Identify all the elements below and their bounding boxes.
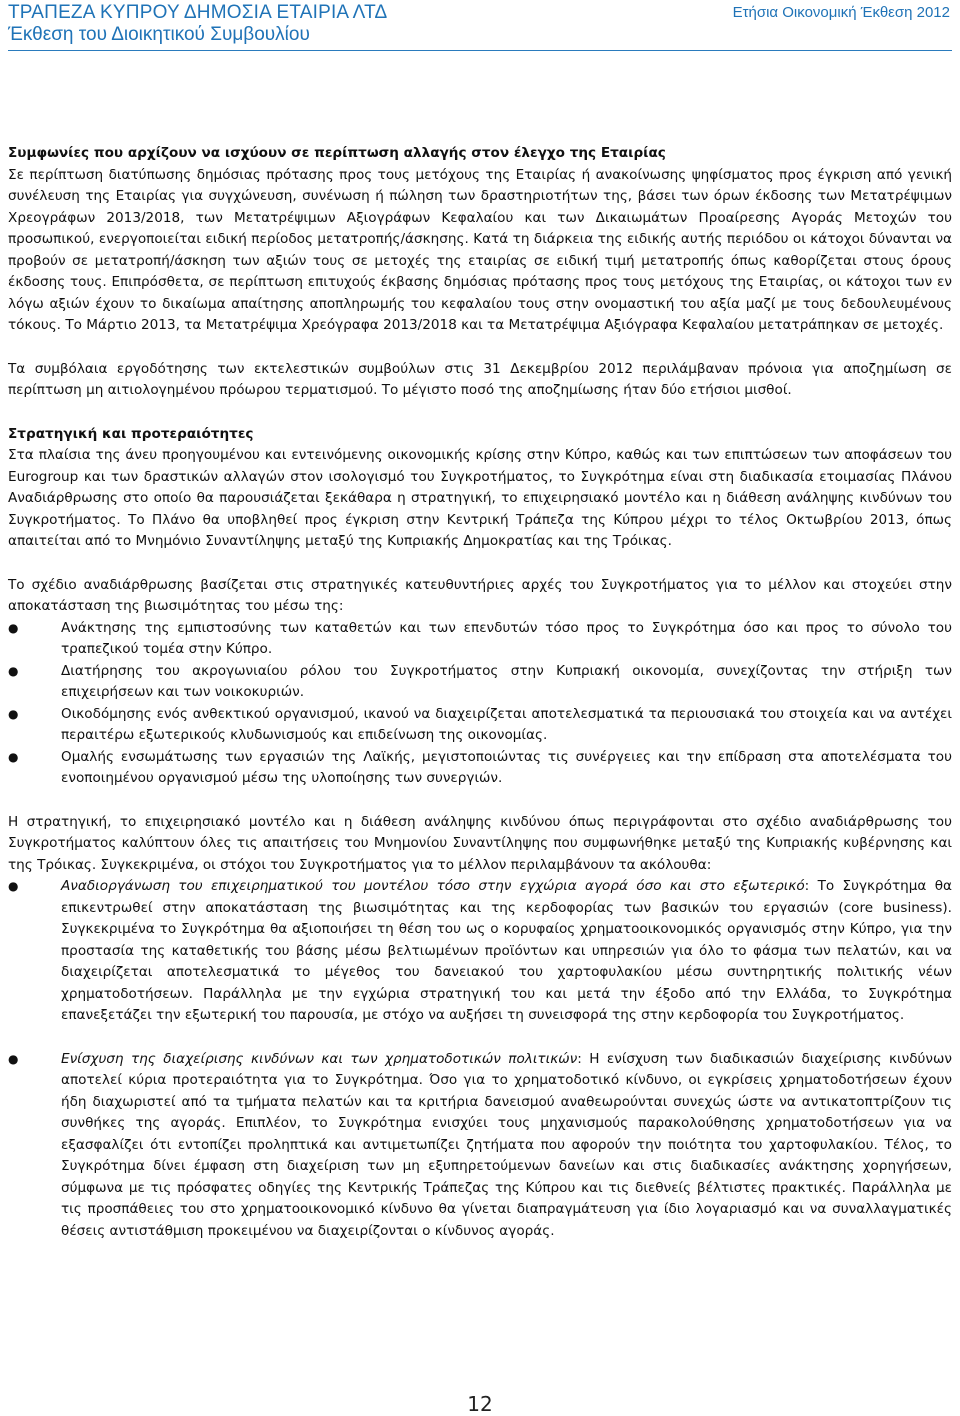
goals-bullet-list [8, 876, 952, 1027]
goal-text: : Η ενίσχυση των διαδικασιών διαχείρισης κινδύνων αποτελεί κύρια προτεραιότητα για το Συγκρότημα. Όσο για το χρηματοδοτικό κίνδυνο, οι εγκρίσεις χρηματοδοτήσεων έχουν ήδη διαχωριστεί από τα τμήματα πελατών και τα κριτήρια δανεισμού αναθεωρούνται συνεχώς ώστε να αντικατοπτρίζουν τις συνθήκες της αγοράς. Επιπλέον, το Συγκρότημα ενισχύει τους μηχανισμούς παρακολούθησης χρηματοδοτήσεων για να εξασφαλίζει ότι εντοπίζει προληπτικά και αντιμετωπίζει ζητήματα που αφορούν την ποιότητα του χαρτοφυλακίου. Τέλος, το Συγκρότημα δίνει έμφαση στη διαχείριση των μη εξυπηρετούμενων δανείων και στις διαδικασίες ανάκτησης χορηγήσεων, σύμφωνα με τις πρόσφατες οδηγίες της Κεντρικής Τράπεζας της Κύπρου και τις διεθνείς βέλτιστες πρακτικές. Παράλληλα με τις προσπάθειες του στο χρηματοοικονομικό κίνδυνο θα γίνεται διαπραγμάτευση για ίδιο λογαριασμό και να συναλλαγματικές θέσεις αντιστάθμιση προκειμένου να διαχειρίζονται ο κίνδυνος αγοράς. [61, 1050, 952, 1239]
bullet-icon: ● [8, 879, 19, 893]
goals-bullet-list-2 [8, 1049, 952, 1243]
paragraph-change-of-control: Σε περίπτωση διατύπωσης δημόσιας πρότασης προς τους μετόχους της Εταιρίας ή ανακοίνωσης ψηφίσματος προς έγκριση από γενική συνέλευση της Εταιρίας για συγχώνευση, συνένωση ή πώληση των δραστηριοτήτων της, βάσει των όρων έκδοσης των Μετατρέψιμων Χρεογράφων 2013/2018, των Μετατρέψιμων Αξιογράφων Κεφαλαίου και των Δικαιωμάτων Προαίρεσης Αγοράς Μετοχών του προσωπικού, ενεργοποιείται ειδική περίοδος μετατροπής/άσκησης. Κατά τη διάρκεια της ειδικής αυτής περιόδου οι κάτοχοι δύνανται να προβούν σε μετατροπή/άσκηση των αξιών τους σε μετοχές της εταιρίας σε ειδική τιμή μετατροπής όπως καθορίζεται στους όρους έκδοσης τους. Επιπρόσθετα, σε περίπτωση επιτυχούς έκβασης δημόσιας πρότασης προς τους μετόχους της Εταιρίας, οι κάτοχοι των εν λόγω αξιών έχουν το δικαίωμα απαίτησης αποπληρωμής του κεφαλαίου τους στην ονομαστική του αξία μαζί με τους δεδουλευμένους τόκους. Το Μάρτιο 2013, τα Μετατρέψιμα Χρεόγραφα 2013/2018 και τα Μετατρέψιμα Αξιόγραφα Κεφαλαίου μετατράπηκαν σε μετοχές. [8, 166, 952, 333]
goal-lead: Αναδιοργάνωση του επιχειρηματικού του μοντέλου τόσο στην εγχώρια αγορά όσο και στο εξωτερικό [61, 878, 805, 894]
restructuring-bullet-list [8, 618, 952, 790]
list-item-text: Ανάκτησης της εμπιστοσύνης των καταθετών και των επενδυτών τόσο προς το Συγκρότημα όσο και προς το σύνολο του τραπεζικού τομέα στην Κύπρο. [61, 619, 952, 657]
page-header [8, 0, 952, 51]
list-item [8, 704, 952, 747]
section-title-strategy: Στρατηγική και προτεραιότητες [8, 425, 254, 442]
list-item-text: Διατήρησης του ακρογωνιαίου ρόλου του Συγκροτήματος στην Κυπριακή οικονομία, συνεχίζοντας την στήριξη των επιχειρήσεων και των νοικοκυριών. [61, 662, 952, 700]
paragraph-group-goals: Η στρατηγική, το επιχειρησιακό μοντέλο και η διάθεση ανάληψης κινδύνου όπως περιγράφονται στο σχέδιο αναδιάρθρωσης του Συγκροτήματος καλύπτουν όλες τις απαιτήσεις του Μνημονίου Συναντίληψης που συμφωνήθηκε μεταξύ της Κυπριακής κυβέρνησης και της Τρόικας. Συγκεκριμένα, οι στόχοι του Συγκροτήματος για το μέλλον περιλαμβάνουν τα ακόλουθα: [8, 813, 952, 873]
page-number: 12 [467, 1392, 493, 1416]
bullet-icon: ● [8, 749, 19, 764]
paragraph-restructuring-plan: Το σχέδιο αναδιάρθρωσης βασίζεται στις στρατηγικές κατευθυντήριες αρχές του Συγκροτήματος για το μέλλον και στοχεύει στην αποκατάσταση της βιωσιμότητας του μέσω της: [8, 576, 952, 614]
document-body [8, 143, 952, 1242]
header-report-section: Έκθεση του Διοικητικού Συμβουλίου [8, 24, 310, 45]
list-item [8, 876, 952, 1027]
list-item-text: Ομαλής ενσωμάτωσης των εργασιών της Λαϊκής, μεγιστοποιώντας τις συνέργειες και την επίδραση στα αποτελέσματα του ενοποιημένου οργανισμού μέσω της υλοποίησης των συνεργιών. [61, 748, 952, 786]
list-item-text: Οικοδόμησης ενός ανθεκτικού οργανισμού, ικανού να διαχειρίζεται αποτελεσματικά τα περιουσιακά του στοιχεία και να αντέχει περαιτέρω εξωτερικούς κλυδωνισμούς και επιδείνωση της οικονομίας. [61, 705, 952, 743]
bullet-icon: ● [8, 620, 19, 635]
bullet-icon: ● [8, 663, 19, 678]
section-title-change-of-control: Συμφωνίες που αρχίζουν να ισχύουν σε περίπτωση αλλαγής στον έλεγχο της Εταιρίας [8, 145, 666, 161]
paragraph-strategy-intro: Στα πλαίσια της άνευ προηγουμένου και εντεινόμενης οικονομικής κρίσης στην Κύπρο, καθώς και των επιπτώσεων των αποφάσεων του Eurogroup και των δραστικών αλλαγών στον ισολογισμό του Συγκροτήματος, το Συγκρότημα είναι στη διαδικασία ετοιμασίας Πλάνου Αναδιάρθρωσης στο οποίο θα παρουσιάζεται ξεκάθαρα η στρατηγική, το επιχειρησιακό μοντέλο και η διάθεση ανάληψης κινδύνων του Συγκροτήματος. Το Πλάνο θα υποβληθεί προς έγκριση στην Κεντρική Τράπεζα της Κύπρου μέχρι το τέλος Οκτωβρίου 2013, όπως απαιτείται από το Μνημόνιο Συναντίληψης μεταξύ της Κυπριακής Δημοκρατίας και της Τρόικας. [8, 447, 952, 549]
bullet-icon: ● [8, 1051, 19, 1066]
goal-text: : Το Συγκρότημα θα επικεντρωθεί στην αποκατάσταση της βιωσιμότητας και της κερδοφορίας των βασικών του εργασιών (core business). Συγκεκριμένα το Συγκρότημα θα αξιοποιήσει τη θέση του ως ο κορυφαίος χρηματοοικονομικός οργανισμός στην Κύπρο, για την προστασία της καταθετικής του βάσης μέσω βελτιωμένων προϊόντων και υπηρεσιών για όλο το φάσμα των πελατών, και να διαχειρίζεται αποτελεσματικά το μέγεθος του δανειακού του χαρτοφυλακίου μέσω συντηρητικής πολιτικής νέων χρηματοδοτήσεων. Παράλληλα με την εγχώρια στρατηγική του και μετά την έξοδο από την Ελλάδα, το Συγκρότημα επανεξετάζει την εξωτερική του παρουσία, με στόχο να αυξήσει τη συνεισφορά της στην κερδοφορία του Συγκροτήματος. [61, 878, 953, 1023]
list-item [8, 747, 952, 790]
bullet-icon: ● [8, 706, 19, 721]
header-company-name: ΤΡΑΠΕΖΑ ΚΥΠΡΟΥ ΔΗΜΟΣΙΑ ΕΤΑΙΡΙΑ ΛΤΔ [8, 2, 388, 23]
list-item [8, 661, 952, 704]
list-item [8, 618, 952, 661]
goal-lead: Ενίσχυση της διαχείρισης κινδύνων και των χρηματοδοτικών πολιτικών [61, 1050, 578, 1067]
paragraph-employment-contracts: Τα συμβόλαια εργοδότησης των εκτελεστικών συμβούλων στις 31 Δεκεμβρίου 2012 περιλάμβαναν πρόνοια για αποζημίωση σε περίπτωση μη αιτιολογημένου πρόωρου τερματισμού. Το μέγιστο ποσό της αποζημίωσης ήταν δύο ετήσιοι μισθοί. [8, 360, 952, 398]
list-item [8, 1049, 952, 1243]
header-annual-report: Ετήσια Οικονομική Έκθεση 2012 [732, 4, 950, 21]
